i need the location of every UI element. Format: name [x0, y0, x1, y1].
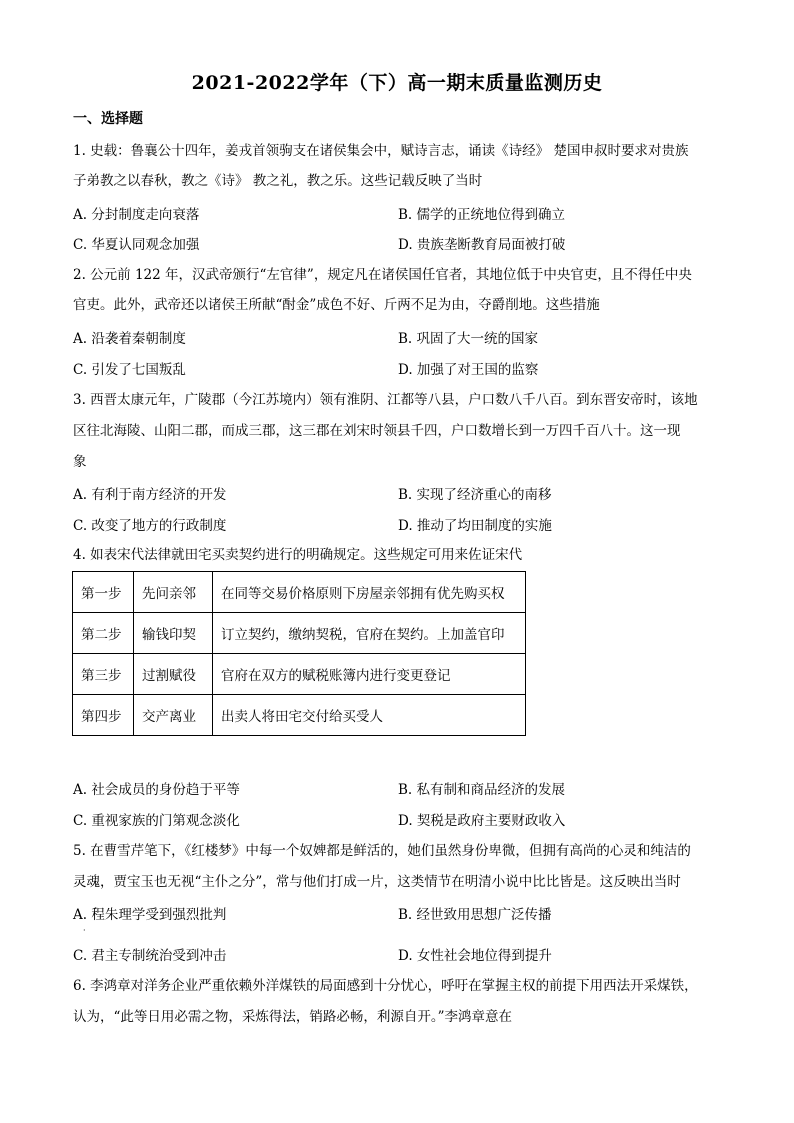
table-cell: 输钱印契 [134, 613, 213, 654]
question-1-line-2: 子弟教之以春秋，教之《诗》 教之礼，教之乐。这些记载反映了当时 [73, 173, 483, 189]
question-2-line-1: 2. 公元前 122 年，汉武帝颁行“左官律”，规定凡在诸侯国任官者，其地位低于中央官吏，且不得任中央 [73, 267, 692, 283]
question-5-option-d: D. 女性社会地位得到提升 [398, 948, 552, 964]
question-4-option-c: C. 重视家族的门第观念淡化 [73, 813, 240, 829]
question-5-option-a: A. 程朱理学受到强烈批判 [73, 907, 227, 923]
table-row [73, 572, 526, 613]
table-cell: 官府在双方的赋税账簿内进行变更登记 [213, 654, 526, 695]
table-cell: 交产离业 [134, 695, 213, 736]
table-cell: 过割赋役 [134, 654, 213, 695]
question-2-line-2: 官吏。此外，武帝还以诸侯王所献“酎金”成色不好、斤两不足为由，夺爵削地。这些措施 [73, 297, 600, 313]
question-1-line-1: 1. 史载：鲁襄公十四年，姜戎首领驹支在诸侯集会中，赋诗言志，诵读《诗经》 楚国申叔时要求对贵族 [73, 143, 689, 159]
contract-rules-table [72, 571, 526, 736]
table-cell: 在同等交易价格原则下房屋亲邻拥有优先购买权 [213, 572, 526, 613]
question-5-option-c: C. 君主专制统治受到冲击 [73, 948, 227, 964]
stray-dot: · [83, 926, 86, 935]
question-3-option-c: C. 改变了地方的行政制度 [73, 518, 227, 534]
question-4-option-b: B. 私有制和商品经济的发展 [398, 782, 566, 798]
table-cell: 第二步 [73, 613, 134, 654]
question-4-line-1: 4. 如表宋代法律就田宅买卖契约进行的明确规定。这些规定可用来佐证宋代 [73, 547, 523, 563]
table-cell: 第一步 [73, 572, 134, 613]
question-6-line-2: 认为，“此等日用必需之物，采炼得法，销路必畅，利源自开。”李鸿章意在 [73, 1009, 513, 1025]
question-5-line-1: 5. 在曹雪芹笔下，《红楼梦》中每一个奴婢都是鲜活的，她们虽然身份卑微，但拥有高尚的心灵和纯洁的 [73, 843, 691, 859]
question-5-option-b: B. 经世致用思想广泛传播 [398, 907, 552, 923]
question-3-option-d: D. 推动了均田制度的实施 [398, 518, 552, 534]
question-1-option-b: B. 儒学的正统地位得到确立 [398, 207, 566, 223]
question-3-line-2: 区往北海陵、山阳二郡，而成三郡，这三郡在刘宋时领县千四，户口数增长到一万四千百八十。这一现 [73, 423, 681, 439]
question-2-option-b: B. 巩固了大一统的国家 [398, 331, 539, 347]
question-1-option-c: C. 华夏认同观念加强 [73, 237, 200, 253]
table-cell: 第三步 [73, 654, 134, 695]
question-2-option-d: D. 加强了对王国的监察 [398, 362, 539, 378]
table-row [73, 695, 526, 736]
question-1-option-a: A. 分封制度走向衰落 [73, 207, 200, 223]
question-1-option-d: D. 贵族垄断教育局面被打破 [398, 237, 566, 253]
page-title: 2021-2022学年（下）高一期末质量监测历史 [191, 72, 603, 94]
table-cell: 先问亲邻 [134, 572, 213, 613]
question-3-option-b: B. 实现了经济重心的南移 [398, 487, 552, 503]
section-heading: 一、选择题 [73, 111, 143, 127]
question-2-option-c: C. 引发了七国叛乱 [73, 362, 186, 378]
question-4-option-d: D. 契税是政府主要财政收入 [398, 813, 566, 829]
question-3-line-1: 3. 西晋太康元年，广陵郡（今江苏境内）领有淮阴、江都等八县，户口数八千八百。到东晋安帝时，该地 [73, 392, 698, 408]
question-3-line-3: 象 [73, 454, 87, 470]
table-row [73, 654, 526, 695]
question-5-line-2: 灵魂，贾宝玉也无视“主仆之分”，常与他们打成一片，这类情节在明清小说中比比皆是。这反映出当时 [73, 874, 681, 890]
table-cell: 出卖人将田宅交付给买受人 [213, 695, 526, 736]
table-row [73, 613, 526, 654]
table-cell: 订立契约，缴纳契税，官府在契约。上加盖官印 [213, 613, 526, 654]
table-cell: 第四步 [73, 695, 134, 736]
question-2-option-a: A. 沿袭着秦朝制度 [73, 331, 186, 347]
question-4-option-a: A. 社会成员的身份趋于平等 [73, 782, 240, 798]
question-6-line-1: 6. 李鸿章对洋务企业严重依赖外洋煤铁的局面感到十分忧心，呼吁在掌握主权的前提下用西法开采煤铁， [73, 978, 698, 994]
question-3-option-a: A. 有利于南方经济的开发 [73, 487, 227, 503]
